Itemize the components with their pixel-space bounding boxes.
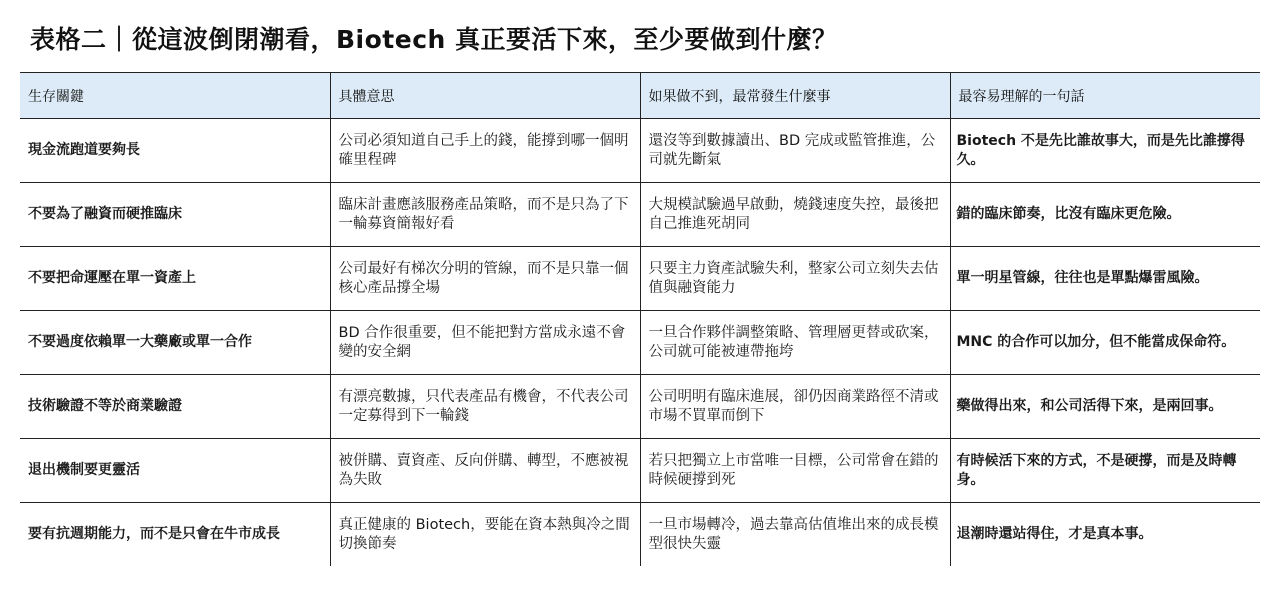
cell-meaning: 公司必須知道自己手上的錢，能撐到哪一個明確里程碑 [330,119,640,183]
cell-summary: 單一明星管線，往往也是單點爆雷風險。 [950,247,1260,311]
cell-meaning: 有漂亮數據，只代表產品有機會，不代表公司一定募得到下一輪錢 [330,375,640,439]
table-row [20,503,1260,567]
header-summary: 最容易理解的一句話 [950,73,1260,119]
cell-meaning: BD 合作很重要，但不能把對方當成永遠不會變的安全網 [330,311,640,375]
header-meaning: 具體意思 [330,73,640,119]
cell-consequence: 大規模試驗過早啟動，燒錢速度失控，最後把自己推進死胡同 [640,183,950,247]
table-row [20,311,1260,375]
table-row [20,183,1260,247]
cell-summary: Biotech 不是先比誰故事大，而是先比誰撐得久。 [950,119,1260,183]
cell-meaning: 被併購、賣資產、反向併購、轉型，不應被視為失敗 [330,439,640,503]
table-row [20,247,1260,311]
cell-summary: 有時候活下來的方式，不是硬撐，而是及時轉身。 [950,439,1260,503]
cell-consequence: 一旦合作夥伴調整策略、管理層更替或砍案，公司就可能被連帶拖垮 [640,311,950,375]
survival-table [20,72,1260,566]
table-header-row [20,73,1260,119]
cell-summary: 錯的臨床節奏，比沒有臨床更危險。 [950,183,1260,247]
table-row [20,439,1260,503]
header-consequence: 如果做不到，最常發生什麼事 [640,73,950,119]
cell-consequence: 公司明明有臨床進展，卻仍因商業路徑不清或市場不買單而倒下 [640,375,950,439]
cell-survival-key: 退出機制要更靈活 [20,439,330,503]
cell-survival-key: 要有抗週期能力，而不是只會在牛市成長 [28,526,280,542]
cell-meaning: 公司最好有梯次分明的管線，而不是只靠一個核心產品撐全場 [330,247,640,311]
cell-summary: 退潮時還站得住，才是真本事。 [950,503,1260,567]
cell-consequence: 若只把獨立上市當唯一目標，公司常會在錯的時候硬撐到死 [640,439,950,503]
header-survival-key: 生存關鍵 [20,73,330,119]
survival-table-container [20,72,1260,566]
cell-consequence: 一旦市場轉冷，過去靠高估值堆出來的成長模型很快失靈 [640,503,950,567]
cell-consequence: 只要主力資產試驗失利，整家公司立刻失去估值與融資能力 [640,247,950,311]
cell-summary: MNC 的合作可以加分，但不能當成保命符。 [950,311,1260,375]
cell-survival-key: 不要為了融資而硬推臨床 [20,183,330,247]
cell-survival-key: 現金流跑道要夠長 [20,119,330,183]
cell-summary: 藥做得出來，和公司活得下來，是兩回事。 [950,375,1260,439]
table-row [20,119,1260,183]
cell-survival-key: 技術驗證不等於商業驗證 [20,375,330,439]
page-title: 表格二｜從這波倒閉潮看，Biotech 真正要活下來，至少要做到什麼？ [30,25,838,54]
cell-survival-key: 不要過度依賴單一大藥廠或單一合作 [20,311,330,375]
cell-meaning: 臨床計畫應該服務產品策略，而不是只為了下一輪募資簡報好看 [330,183,640,247]
table-row [20,375,1260,439]
cell-meaning: 真正健康的 Biotech，要能在資本熱與冷之間切換節奏 [330,503,640,567]
cell-consequence: 還沒等到數據讀出、BD 完成或監管推進，公司就先斷氣 [640,119,950,183]
cell-survival-key: 不要把命運壓在單一資產上 [20,247,330,311]
